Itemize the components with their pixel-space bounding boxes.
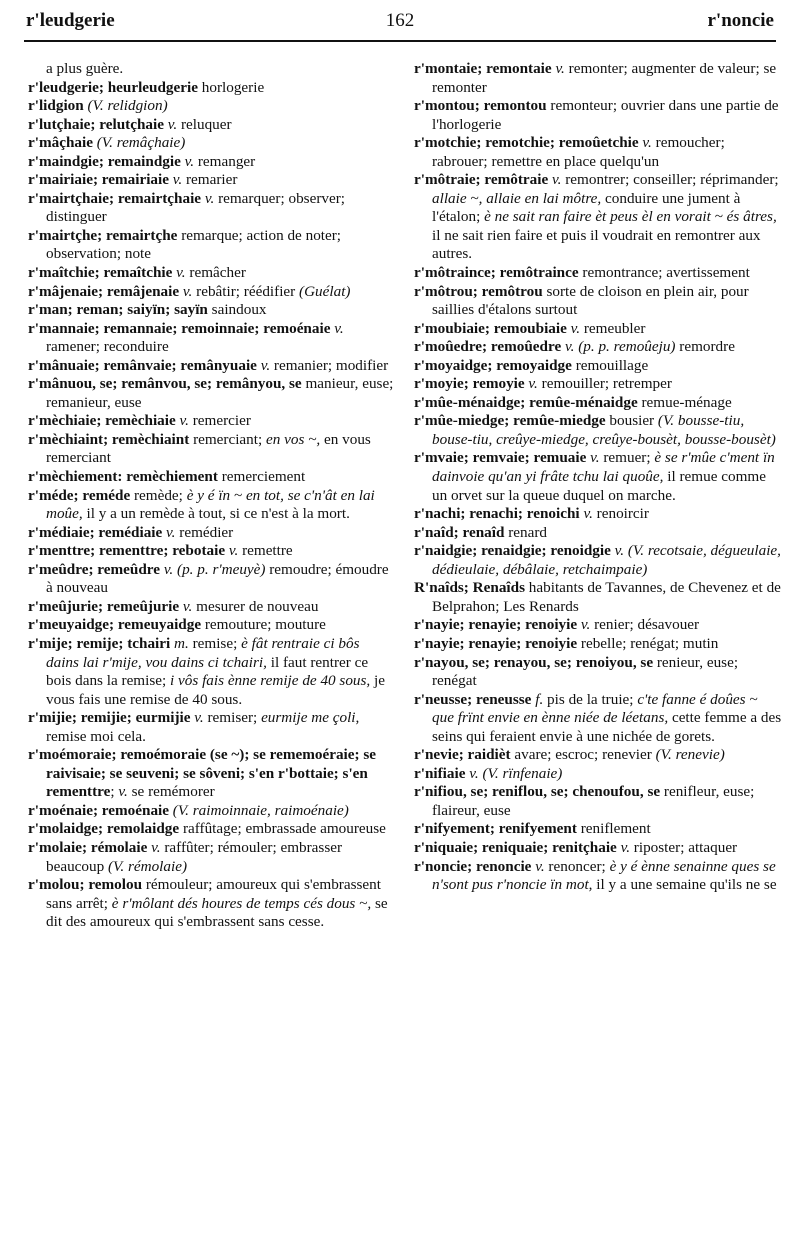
headword: r'meûdre; remeûdre (28, 560, 161, 578)
italic-text: (V. relidgion) (87, 97, 168, 115)
definition-text: avare; escroc; renevier (510, 746, 656, 764)
dictionary-entry (414, 338, 782, 357)
italic-text: v. (642, 134, 652, 152)
definition-text: remeubler (580, 319, 646, 337)
dictionary-entry (414, 375, 782, 394)
definition-text: ramener; reconduire (46, 338, 169, 356)
headword: r'moubiaie; remoubiaie (414, 319, 567, 337)
headword: r'nayie; renayie; renoiyie (414, 616, 578, 634)
dictionary-entry (414, 746, 782, 765)
dictionary-entry (28, 116, 396, 135)
dictionary-entry (414, 320, 782, 339)
dictionary-entry (28, 97, 396, 116)
definition-text: remouture; mouture (201, 616, 326, 634)
dictionary-entry (414, 691, 782, 747)
italic-text: v. (V. recotsaie, dégueulaie, dédieulaie, débâlaie, retchaimpaie) (432, 542, 781, 578)
dictionary-entry (414, 60, 782, 97)
dictionary-entry (414, 171, 782, 264)
italic-text: (V. renevie) (655, 746, 725, 764)
dictionary-entry (414, 412, 782, 449)
dictionary-entry (28, 839, 396, 876)
italic-text: v. (176, 264, 186, 282)
italic-text: è y é ïn ~ en tot, se c'n'ât en lai moûe, (46, 486, 375, 523)
headword: r'mairiaie; remairiaie (28, 171, 169, 189)
left-column (28, 60, 396, 932)
italic-text: f. (535, 690, 544, 708)
headword: r'mèchiaie; remèchiaie (28, 412, 176, 430)
definition-text: riposter; attaquer (630, 838, 738, 856)
headword: r'montaie; remontaie (414, 60, 552, 77)
headword: r'menttre; rementtre; rebotaie (28, 542, 226, 560)
definition-text: sorte de cloison en plein air, pour saillies d'étalons surtout (432, 282, 749, 319)
headword: r'nachi; renachi; renoichi (414, 505, 580, 523)
italic-text: i vôs fais ènne remije de 40 sous, (170, 672, 371, 690)
right-guide-word: r'noncie (707, 10, 774, 31)
definition-text: ; (110, 783, 119, 801)
headword: R'naîds; Renaîds (414, 579, 525, 597)
italic-text: v. (179, 412, 189, 430)
dictionary-entry (414, 654, 782, 691)
dictionary-entry (414, 394, 782, 413)
headword: r'lutçhaie; relutçhaie (28, 115, 164, 133)
definition-text: remerciant; (189, 430, 267, 448)
dictionary-entry (28, 227, 396, 264)
definition-text: cette femme a des seins qui feraient envie à une nichée de gorets. (432, 709, 782, 745)
italic-text: (V. rémolaie) (108, 857, 188, 875)
definition-text: renoncer; (544, 857, 610, 875)
dictionary-entry (28, 876, 396, 932)
headword: r'mvaie; remvaie; remuaie (414, 449, 587, 467)
italic-text: v. (620, 838, 630, 856)
italic-text: v. (334, 319, 344, 337)
definition-text: pis de la truie; (543, 690, 638, 708)
dictionary-entry (414, 858, 782, 895)
headword: r'nifyement; renifyement (414, 820, 577, 838)
headword: r'méde; reméde (28, 486, 131, 504)
italic-text: allaie ~, allaie en lai môtre, (432, 189, 602, 207)
headword: r'maîtchie; remaîtchie (28, 264, 173, 282)
italic-text: v. (182, 282, 193, 300)
italic-text: en vos ~, (266, 430, 321, 448)
italic-text: v. (194, 709, 204, 727)
definition-text: remarquer; observer; distinguer (46, 189, 345, 226)
dictionary-entry (414, 820, 782, 839)
dictionary-entry (28, 598, 396, 617)
definition-text: remettre (238, 542, 293, 560)
definition-text: remarque; action de noter; observation; note (46, 226, 342, 263)
definition-text: remède; (130, 486, 187, 504)
definition-text: rebelle; renégat; mutin (577, 634, 719, 652)
definition-text: saindoux (207, 301, 267, 319)
definition-text: remanier; modifier (270, 356, 389, 374)
definition-text: remise moi cela. (46, 727, 146, 745)
dictionary-entry (28, 171, 396, 190)
dictionary-entry (414, 449, 782, 505)
definition-text: renard (504, 523, 548, 541)
definition-text: habitants de Tavannes, de Chevenez et de Belprahon; Les Renards (432, 579, 781, 615)
italic-text: v. (590, 449, 600, 467)
headword: r'moyaidge; remoyaidge (414, 356, 572, 374)
italic-text: v. (552, 171, 562, 189)
headword: r'mâjenaie; remâjenaie (28, 282, 180, 300)
definition-text: remise; (188, 634, 242, 652)
definition-text: remontrance; avertissement (578, 264, 750, 282)
definition-text: remanger (194, 152, 256, 170)
definition-text: remâcher (185, 264, 246, 282)
italic-text: v. (p. p. r'meuyè) (163, 560, 266, 578)
dictionary-entry (28, 79, 396, 98)
definition-text: se dit des amoureux qui s'embrassent sans cesse. (46, 894, 388, 931)
italic-text: m. (174, 634, 189, 652)
right-column (414, 60, 782, 895)
dictionary-entry (414, 579, 782, 616)
definition-text: renieur, euse; renégat (432, 653, 739, 690)
headword: r'moénaie; remoénaie (28, 801, 169, 819)
dictionary-entry (28, 412, 396, 431)
headword: r'noncie; renoncie (414, 857, 532, 875)
definition-text: il y a une semaine qu'ils ne se (592, 876, 777, 894)
italic-text: è r'môlant dés houres de temps cés dous ~, (111, 894, 372, 912)
dictionary-entry (414, 283, 782, 320)
headword: r'motchie; remotchie; remoûetchie (414, 134, 639, 152)
definition-text: remoucher; rabrouer; remettre en place quelqu'un (432, 134, 725, 170)
headword: r'mairtçhaie; remairtçhaie (28, 189, 202, 207)
headword: r'mijie; remijie; eurmijie (28, 709, 191, 727)
definition-text: il faut rentrer ce bois dans la remise; (46, 653, 369, 690)
dictionary-entry (28, 375, 396, 412)
running-header (24, 10, 776, 42)
italic-text: v. (535, 857, 545, 875)
dictionary-entry (414, 839, 782, 858)
italic-text: v. (184, 152, 195, 170)
headword: r'mije; remije; tchairi (28, 634, 171, 652)
italic-text: v. (167, 115, 178, 133)
dictionary-entry (28, 190, 396, 227)
headword: r'mairtçhe; remairtçhe (28, 226, 178, 244)
italic-text: eurmije me çoli, (261, 709, 360, 727)
definition-text: remue-ménage (637, 393, 732, 411)
dictionary-entry (414, 524, 782, 543)
dictionary-entry (414, 616, 782, 635)
definition-text: remordre (675, 338, 735, 356)
headword: r'lidgion (28, 97, 84, 115)
dictionary-entry (414, 505, 782, 524)
definition-text: remouillage (571, 356, 649, 374)
dictionary-entry (28, 542, 396, 561)
headword: r'nifiou, se; reniflou, se; chenoufou, se (414, 783, 661, 801)
dictionary-entry (28, 802, 396, 821)
italic-text: v. (118, 783, 128, 801)
definition-text: remarier (182, 171, 238, 189)
italic-text: (V. remâçhaie) (96, 134, 186, 152)
italic-text: v. (151, 838, 161, 856)
headword: r'môtrou; remôtrou (414, 282, 543, 300)
italic-text: è fât rentraie ci bôs dains lai r'mije, vou dains ci tchairi, (46, 634, 360, 671)
italic-text: v. (228, 542, 239, 560)
headword: r'mânuaie; remânvaie; remânyuaie (28, 356, 257, 374)
italic-text: (V. raimoinnaie, raimoénaie) (172, 801, 349, 819)
definition-text: remuer; (599, 449, 655, 467)
definition-text: raffûter; rémouler; embrasser beaucoup (46, 838, 343, 875)
dictionary-entry (28, 153, 396, 172)
definition-text: remiser; (203, 709, 262, 727)
dictionary-entry (28, 561, 396, 598)
definition-text: remontrer; conseiller; réprimander; (561, 171, 779, 189)
headword: r'mâçhaie (28, 134, 93, 152)
dictionary-entry (28, 468, 396, 487)
headword: r'moémoraie; remoémoraie (se ~); se rememoéraie; se raivisaie; se seuveni; se sôveni; s'en r'bottaie; s'en rementtre (28, 746, 377, 801)
definition-text: remercier (188, 412, 251, 430)
definition-text: en vous remerciant (46, 430, 371, 467)
headword: r'meûjurie; remeûjurie (28, 597, 180, 615)
definition-text: bousier (605, 412, 658, 430)
dictionary-entry (28, 264, 396, 283)
definition-text: je vous fais une remise de 40 sous. (46, 672, 385, 708)
definition-text: rémouleur; amoureux qui s'embrassent sans arrêt; (46, 876, 381, 912)
headword: r'moyie; remoyie (414, 375, 525, 393)
definition-text: remouiller; retremper (537, 375, 672, 393)
dictionary-entry (28, 283, 396, 302)
dictionary-entry (414, 542, 782, 579)
italic-text: (Guélat) (299, 282, 351, 300)
definition-text: rebâtir; réédifier (192, 282, 300, 300)
italic-text: v. (V. rïnfenaie) (469, 764, 563, 782)
dictionary-entry (28, 320, 396, 357)
definition-text: se remémorer (127, 783, 215, 801)
definition-text: il y a un remède à tout, si ce n'est à la mort. (82, 505, 350, 523)
dictionary-entry (28, 524, 396, 543)
definition-text: mesurer de nouveau (192, 597, 319, 615)
continuation-text (28, 60, 396, 79)
italic-text: v. (172, 171, 183, 189)
definition-text: raffûtage; embrassade amoureuse (179, 820, 386, 838)
dictionary-entry (28, 487, 396, 524)
dictionary-entry (28, 301, 396, 320)
definition-text: renoircir (592, 505, 649, 523)
definition-text: conduire une jument à l'étalon; (432, 189, 741, 226)
headword: r'mûe-ménaidge; remûe-ménaidge (414, 393, 638, 411)
italic-text: v. (570, 319, 581, 337)
italic-text: è se r'mûe c'ment ïn dainvoie qu'an yi frâte tchu lai quoûe, (432, 449, 775, 486)
italic-text: v. (528, 375, 538, 393)
italic-text: (V. bousse-tiu, bouse-tiu, creûye-miedge, creûye-bousèt, bousse-bousèt) (432, 412, 776, 448)
headword: r'mèchiaint; remèchiaint (28, 430, 190, 448)
italic-text: v. (204, 189, 215, 207)
headword: r'nayou, se; renayou, se; renoiyou, se (414, 653, 654, 671)
dictionary-entry (414, 357, 782, 376)
definition-text: remonter; augmenter de valeur; se remonter (432, 60, 777, 96)
headword: r'môtraince; remôtraince (414, 264, 579, 282)
italic-text: v. (166, 523, 176, 541)
definition-text: remédier (175, 523, 234, 541)
dictionary-entry (28, 635, 396, 709)
italic-text: è y é ènne senainne ques se n'sont pus r'noncie ïn mot, (432, 857, 776, 894)
headword: r'neusse; reneusse (414, 690, 532, 708)
italic-text: v. (p. p. remoûeju) (565, 338, 676, 356)
italic-text: c'te fanne é doûes ~ que frïnt envie en ènne niée de léetans, (432, 690, 758, 727)
dictionary-entry (414, 765, 782, 784)
dictionary-entry (414, 264, 782, 283)
definition-text: remerciement (217, 468, 306, 486)
headword: r'médiaie; remédiaie (28, 523, 163, 541)
headword: r'molaie; rémolaie (28, 838, 148, 856)
headword: r'molou; remolou (28, 876, 143, 894)
italic-text: è ne sait ran faire èt peus èl en vorait ~ és âtres, (484, 208, 777, 226)
headword: r'nifiaie (414, 764, 466, 782)
headword: r'molaidge; remolaidge (28, 820, 180, 838)
headword: r'mèchiement: remèchiement (28, 468, 218, 486)
definition-text: il remue comme un orvet sur la queue duquel on marche. (432, 468, 766, 504)
headword: r'man; reman; saiyïn; sayïn (28, 301, 208, 319)
dictionary-entry (414, 97, 782, 134)
headword: r'môtraie; remôtraie (414, 171, 549, 189)
definition-text: reluquer (177, 115, 232, 133)
headword: r'maindgie; remaindgie (28, 152, 181, 170)
headword: r'naidgie; renaidgie; renoidgie (414, 542, 611, 560)
headword: r'meuyaidge; remeuyaidge (28, 616, 202, 634)
headword: r'leudgerie; heurleudgerie (28, 78, 198, 96)
dictionary-entry (414, 783, 782, 820)
definition-text: horlogerie (197, 78, 265, 96)
left-guide-word: r'leudgerie (26, 10, 115, 31)
dictionary-entry (28, 357, 396, 376)
headword: r'mânuou, se; remânvou, se; remânyou, se (28, 375, 302, 393)
headword: r'naîd; renaîd (414, 523, 505, 541)
dictionary-entry (28, 616, 396, 635)
dictionary-entry (28, 709, 396, 746)
page-number: 162 (385, 10, 415, 31)
definition-text: renier; désavouer (590, 616, 700, 634)
dictionary-entry (28, 431, 396, 468)
italic-text: v. (260, 356, 271, 374)
headword: r'niquaie; reniquaie; renitçhaie (414, 838, 617, 856)
dictionary-entry (28, 820, 396, 839)
headword: r'mûe-miedge; remûe-miedge (414, 412, 606, 430)
definition-text: manieur, euse; remanieur, euse (46, 375, 394, 411)
headword: r'mannaie; remannaie; remoinnaie; remoénaie (28, 319, 331, 337)
italic-text: v. (182, 597, 193, 615)
headword: r'nayie; renayie; renoiyie (414, 634, 578, 652)
dictionary-entry (414, 635, 782, 654)
definition-text: renifleur, euse; flaireur, euse (432, 783, 755, 819)
italic-text: v. (555, 60, 565, 77)
definition-text: remoudre; émoudre à nouveau (46, 560, 389, 597)
dictionary-entry (28, 134, 396, 153)
headword: r'nevie; raidièt (414, 746, 511, 764)
dictionary-entry (414, 134, 782, 171)
definition-text: il ne sait rien faire et puis il voudrait en remontrer aux autres. (432, 226, 761, 263)
headword: r'montou; remontou (414, 97, 547, 115)
definition-text: a plus guère. (46, 60, 124, 77)
dictionary-entry (28, 746, 396, 802)
italic-text: v. (580, 616, 591, 634)
definition-text: reniflement (576, 820, 651, 838)
italic-text: v. (583, 505, 593, 523)
definition-text: remonteur; ouvrier dans une partie de l'horlogerie (432, 97, 779, 133)
headword: r'moûedre; remoûedre (414, 338, 562, 356)
